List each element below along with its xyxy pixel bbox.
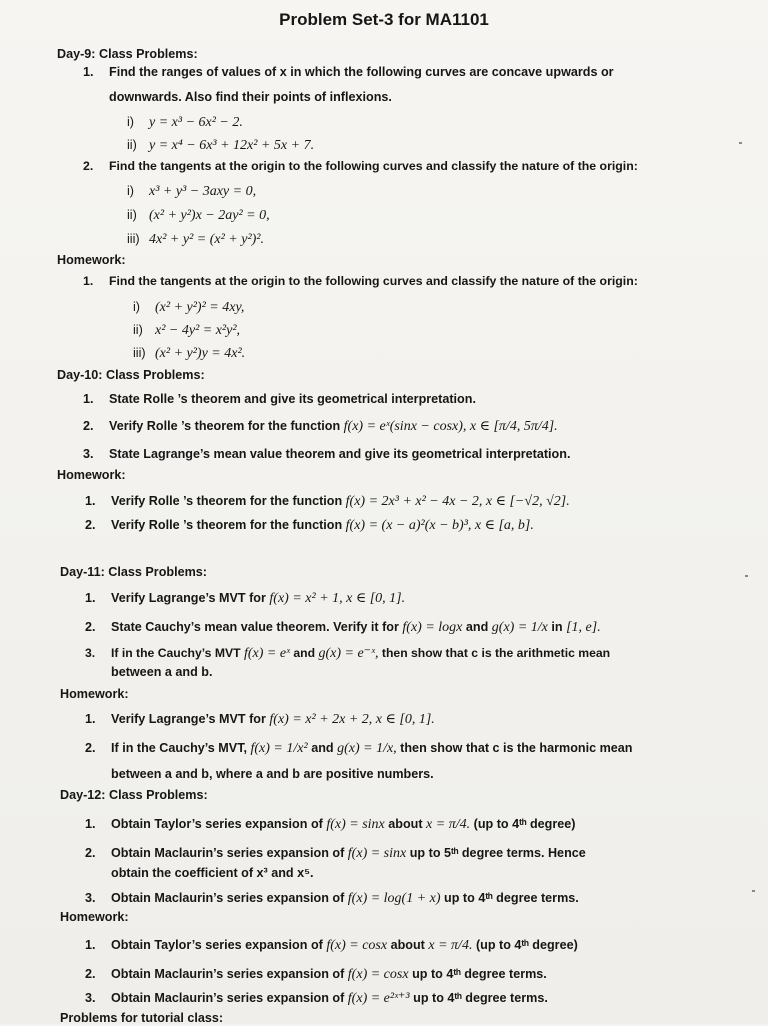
day11-hw2	[85, 740, 633, 757]
scan-speck	[745, 575, 748, 577]
day12-heading: Day-12: Class Problems:	[60, 788, 208, 802]
sub-label: iii)	[127, 232, 140, 246]
equation: f(x) = eˣ(sinx − cosx), x ∈ [π/4, 5π/4].	[343, 419, 558, 434]
question-text: Obtain Maclaurin’s series expansion of	[111, 846, 345, 860]
question-text: State Rolle ’s theorem and give its geometrical interpretation.	[109, 392, 476, 406]
question-text: Obtain Maclaurin’s series expansion of	[111, 891, 345, 905]
equation: (x² + y²)y = 4x².	[155, 346, 246, 361]
question-text: then show that c is the harmonic mean	[400, 741, 633, 755]
item-number: 2.	[85, 967, 96, 981]
day9-heading: Day-9: Class Problems:	[57, 47, 198, 61]
equation: g(x) = 1/x	[491, 620, 548, 635]
connector-text: about	[388, 817, 423, 831]
question-text: (up to 4ᵗʰ degree)	[473, 817, 576, 831]
day11-hw2-line2: between a and b, where a and b are positive numbers.	[111, 767, 434, 781]
connector-text: and	[293, 646, 316, 660]
equation: (x² + y²)x − 2ay² = 0,	[149, 208, 270, 223]
day9-hw1-i	[133, 299, 244, 316]
day12-homework-heading: Homework:	[60, 910, 129, 924]
equation: f(x) = (x − a)²(x − b)³, x ∈ [a, b].	[345, 518, 534, 533]
sub-label: ii)	[133, 323, 143, 337]
tutorial-heading: Problems for tutorial class:	[60, 1011, 224, 1025]
equation: f(x) = log(1 + x)	[347, 891, 441, 906]
equation: f(x) = e²ˣ⁺³	[347, 991, 410, 1006]
day12-q2	[85, 845, 586, 862]
equation: f(x) = logx	[402, 620, 463, 635]
day12-hw1	[85, 937, 578, 954]
day9-hw1-ii	[133, 322, 240, 339]
day9-q1-line2: downwards. Also find their points of inflexions.	[109, 90, 392, 104]
question-text: State Cauchy’s mean value theorem. Verify it for	[111, 620, 399, 634]
sub-label: i)	[127, 115, 134, 129]
day9-hw1-iii	[133, 345, 245, 362]
day11-q3-line2: between a and b.	[111, 665, 213, 679]
item-number: 3.	[85, 891, 96, 905]
question-text: Find the tangents at the origin to the following curves and classify the nature of the origin:	[109, 159, 638, 173]
equation: x = π/4.	[426, 817, 471, 832]
day9-q1	[83, 64, 614, 80]
equation: f(x) = x² + 2x + 2, x ∈ [0, 1].	[269, 712, 435, 727]
question-text: Verify Rolle ’s theorem for the function	[111, 518, 343, 532]
equation: f(x) = x² + 1, x ∈ [0, 1].	[269, 591, 406, 606]
day9-q2	[83, 158, 638, 174]
equation: g(x) = 1/x,	[337, 741, 397, 756]
item-number: 2.	[85, 518, 96, 532]
sub-label: ii)	[127, 138, 137, 152]
equation: f(x) = sinx	[347, 846, 407, 861]
sub-label: i)	[127, 184, 134, 198]
equation: f(x) = cosx	[326, 938, 388, 953]
day11-q2	[85, 619, 601, 636]
day10-hw1	[85, 493, 570, 510]
day11-heading: Day-11: Class Problems:	[60, 565, 207, 579]
scan-speck	[752, 890, 755, 892]
page-title: Problem Set-3 for MA1101	[279, 10, 489, 29]
question-text: up to 5ᵗʰ degree terms. Hence	[409, 846, 586, 860]
item-number: 1.	[85, 712, 96, 726]
day9-q2-iii	[127, 231, 264, 248]
day10-q3	[83, 446, 570, 462]
equation: g(x) = e⁻ˣ,	[318, 646, 379, 661]
day10-homework-heading: Homework:	[57, 468, 126, 482]
question-text: Find the tangents at the origin to the following curves and classify the nature of the origin:	[109, 274, 638, 288]
question-text: If in the Cauchy’s MVT	[111, 646, 241, 660]
day12-q3	[85, 890, 579, 907]
scan-speck	[739, 142, 742, 144]
equation: y = x⁴ − 6x³ + 12x² + 5x + 7.	[149, 138, 315, 153]
equation: f(x) = 2x³ + x² − 4x − 2, x ∈ [−√2, √2].	[345, 494, 570, 509]
equation: x² − 4y² = x²y²,	[155, 323, 241, 338]
item-number: 3.	[85, 646, 96, 660]
day11-homework-heading: Homework:	[60, 687, 129, 701]
day11-hw1	[85, 711, 435, 728]
equation: y = x³ − 6x² − 2.	[149, 115, 243, 130]
question-text: up to 4ᵗʰ degree terms.	[413, 991, 548, 1005]
question-text: Obtain Maclaurin’s series expansion of	[111, 991, 345, 1005]
day10-heading: Day-10: Class Problems:	[57, 368, 205, 382]
day10-hw2	[85, 517, 534, 534]
equation: 4x² + y² = (x² + y²)².	[149, 232, 265, 247]
item-number: 1.	[85, 494, 96, 508]
day12-q1	[85, 816, 575, 833]
item-number: 1.	[83, 392, 94, 406]
connector-text: about	[390, 938, 425, 952]
day9-q1-i	[127, 114, 243, 131]
day10-q1	[83, 391, 476, 407]
connector-text: and	[311, 741, 334, 755]
equation: f(x) = eˣ	[243, 646, 291, 661]
item-number: 3.	[83, 447, 94, 461]
question-text: Find the ranges of values of x in which the following curves are concave upwards or	[109, 65, 614, 79]
item-number: 2.	[85, 620, 96, 634]
day11-q1	[85, 590, 405, 607]
day9-homework-heading: Homework:	[57, 253, 126, 267]
day11-q3	[85, 645, 610, 662]
item-number: 3.	[85, 991, 96, 1005]
sub-label: i)	[133, 300, 140, 314]
item-number: 1.	[85, 817, 96, 831]
item-number: 1.	[83, 65, 94, 79]
item-number: 2.	[85, 741, 96, 755]
question-text: then show that c is the arithmetic mean	[381, 646, 611, 660]
item-number: 1.	[83, 274, 94, 288]
question-text: If in the Cauchy’s MVT,	[111, 741, 247, 755]
item-number: 2.	[83, 419, 94, 433]
item-number: 1.	[85, 591, 96, 605]
item-number: 1.	[85, 938, 96, 952]
equation: f(x) = 1/x²	[250, 741, 308, 756]
question-text: Obtain Taylor’s series expansion of	[111, 938, 323, 952]
question-text: Obtain Maclaurin’s series expansion of	[111, 967, 345, 981]
equation: (x² + y²)² = 4xy,	[155, 300, 245, 315]
day9-q2-i	[127, 183, 256, 200]
day10-q2	[83, 418, 558, 435]
question-text: Verify Rolle ’s theorem for the function	[111, 494, 343, 508]
day12-hw3	[85, 990, 548, 1007]
sub-label: iii)	[133, 346, 146, 360]
question-text: Verify Lagrange’s MVT for	[111, 712, 266, 726]
day12-hw2	[85, 966, 547, 983]
question-text: State Lagrange’s mean value theorem and give its geometrical interpretation.	[109, 447, 571, 461]
question-text: Verify Rolle ’s theorem for the function	[109, 419, 341, 433]
connector-text: in	[551, 620, 563, 634]
sub-label: ii)	[127, 208, 137, 222]
day9-q2-ii	[127, 207, 270, 224]
item-number: 2.	[83, 159, 94, 173]
equation: x³ + y³ − 3axy = 0,	[149, 184, 257, 199]
day9-hw1	[83, 273, 638, 289]
question-text: (up to 4ᵗʰ degree)	[475, 938, 578, 952]
equation: f(x) = cosx	[347, 967, 409, 982]
question-text: up to 4ᵗʰ degree terms.	[412, 967, 547, 981]
connector-text: and	[465, 620, 489, 634]
item-number: 2.	[85, 846, 96, 860]
equation: [1, e].	[566, 620, 601, 635]
question-text: Obtain Taylor’s series expansion of	[111, 817, 323, 831]
equation: f(x) = sinx	[326, 817, 385, 832]
day12-q2-line2: obtain the coefficient of x³ and x⁵.	[111, 866, 314, 880]
equation: x = π/4.	[428, 938, 473, 953]
question-text: Verify Lagrange’s MVT for	[111, 591, 266, 605]
question-text: up to 4ᵗʰ degree terms.	[444, 891, 579, 905]
day9-q1-ii	[127, 137, 314, 154]
